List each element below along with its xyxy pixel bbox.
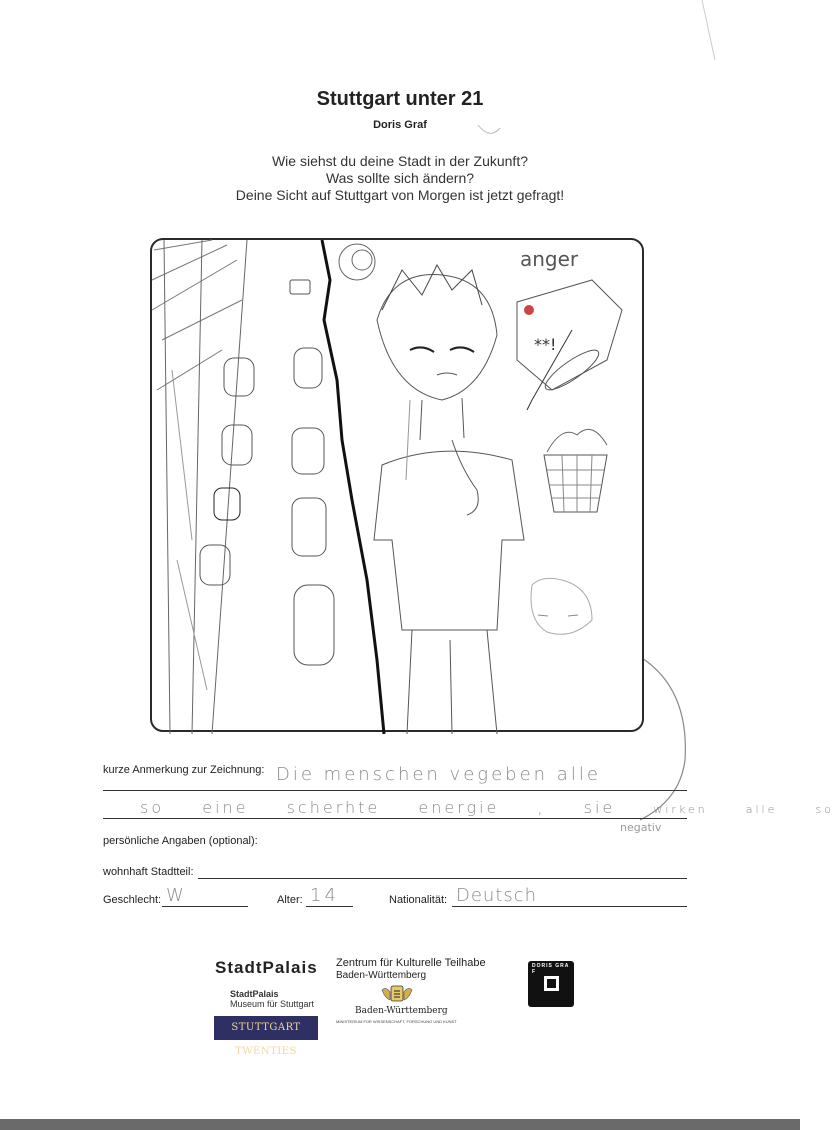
speech-text: **! (534, 335, 557, 354)
page-title: Stuttgart unter 21 (316, 88, 484, 110)
comment-word: , sie (537, 798, 616, 817)
stadtpalais-name: StadtPalais (230, 989, 279, 999)
bw-coat-of-arms-icon (380, 984, 414, 1004)
personal-label: persönliche Angaben (optional): (103, 835, 258, 847)
doris-graf-logo (528, 961, 574, 1007)
question-1: Wie siehst du deine Stadt in der Zukunft? (271, 153, 529, 169)
district-label: wohnhaft Stadtteil: (103, 866, 194, 878)
drawing-caption: anger (520, 247, 579, 271)
nationality-underline (452, 906, 687, 907)
comment-label: kurze Anmerkung zur Zeichnung: (103, 764, 265, 776)
comment-word: eine (202, 798, 249, 817)
comment-word: scherhte (286, 798, 381, 817)
comment-line1: Die menschen vegeben alle (276, 764, 601, 785)
comment-word: wirken (653, 803, 708, 816)
gender-underline (162, 906, 248, 907)
comment-word: alle (745, 803, 778, 816)
author-name: Doris Graf (373, 119, 427, 131)
age-underline (306, 906, 353, 907)
age-label: Alter: (277, 894, 303, 906)
scan-edge (0, 1119, 800, 1130)
drawing-frame (150, 238, 644, 732)
ministry-text: MINISTERIUM FÜR WISSENSCHAFT, FORSCHUNG UND KUNST (336, 1019, 457, 1024)
nationality-value: Deutsch (456, 885, 538, 906)
doris-graf-letters: DORIS GRAF (532, 963, 570, 975)
comment-word: energie (418, 798, 500, 817)
comment-word: so (815, 803, 834, 816)
stadtpalais-logo: StadtPalais (215, 958, 318, 977)
gender-label: Geschlecht: (103, 894, 162, 906)
stadtpalais-subtitle: Museum für Stuttgart (230, 999, 315, 1009)
gender-value: W (166, 885, 187, 906)
district-underline (198, 878, 687, 879)
question-3: Deine Sicht auf Stuttgart von Morgen ist jetzt gefragt! (235, 187, 565, 203)
pencil-sketch (152, 240, 646, 734)
comment-underline-2 (103, 818, 687, 819)
stuttgart-twenties-banner: STUTTGART TWENTIES (214, 1016, 318, 1040)
doris-square-icon (544, 976, 559, 991)
age-value: 14 (310, 885, 339, 906)
bw-name: Baden-Württemberg (355, 1006, 448, 1016)
nationality-label: Nationalität: (389, 894, 448, 906)
anger-mark (524, 305, 534, 315)
comment-line2-extra: negativ (620, 821, 662, 834)
question-2: Was sollte sich ändern? (325, 170, 475, 186)
zentrum-title: Zentrum für Kulturelle Teilhabe (336, 957, 486, 969)
zentrum-subtitle: Baden-Württemberg (336, 970, 427, 981)
comment-line2 (140, 798, 834, 817)
comment-underline-1 (103, 790, 687, 791)
comment-word: so (140, 798, 165, 817)
